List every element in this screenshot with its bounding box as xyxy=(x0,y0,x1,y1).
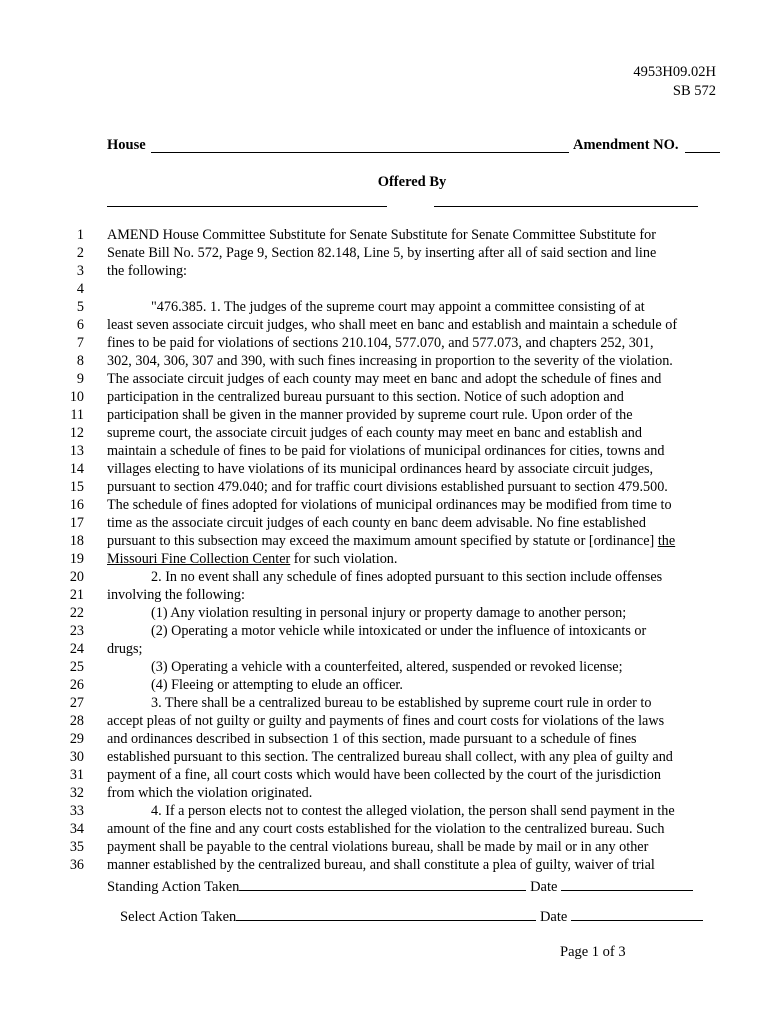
text-line xyxy=(0,604,770,622)
line-number: 30 xyxy=(69,749,84,765)
text-line xyxy=(0,802,770,820)
text-line xyxy=(0,298,770,316)
house-blank xyxy=(151,152,569,153)
underlined-insertion: Missouri Fine Collection Center xyxy=(107,551,291,567)
text-line xyxy=(0,856,770,874)
line-text: supreme court, the associate circuit judges of each county may meet en banc and establish and xyxy=(107,425,642,441)
line-text: the following: xyxy=(107,263,187,279)
text-line xyxy=(0,676,770,694)
line-text: (2) Operating a motor vehicle while intoxicated or under the influence of intoxicants or xyxy=(151,623,647,639)
text-line xyxy=(0,838,770,856)
standing-date-blank xyxy=(561,878,693,891)
text-line xyxy=(0,730,770,748)
text-line xyxy=(0,244,770,262)
text-line xyxy=(0,712,770,730)
line-number: 9 xyxy=(76,371,84,387)
text-line xyxy=(0,496,770,514)
line-number: 36 xyxy=(69,857,84,873)
line-number: 23 xyxy=(69,623,84,639)
text-line xyxy=(0,370,770,388)
line-text-part: for such violation. xyxy=(293,551,398,567)
line-number: 19 xyxy=(69,551,84,567)
text-line xyxy=(0,532,770,550)
text-line xyxy=(0,658,770,676)
line-number: 1 xyxy=(76,227,84,243)
amendment-label: Amendment NO. xyxy=(573,137,679,153)
offered-by-blank-left xyxy=(107,206,387,207)
line-text: manner established by the centralized bureau, and shall constitute a plea of guilty, waiver of trial xyxy=(107,857,655,873)
house-amendment-line xyxy=(107,137,713,157)
line-text: The associate circuit judges of each county may meet en banc and adopt the schedule of fines and xyxy=(107,371,662,387)
line-text: (1) Any violation resulting in personal injury or property damage to another person; xyxy=(151,605,627,621)
text-line xyxy=(0,622,770,640)
text-line xyxy=(0,550,770,568)
line-number: 21 xyxy=(69,587,84,603)
line-number: 25 xyxy=(69,659,84,675)
text-line xyxy=(0,514,770,532)
line-number: 13 xyxy=(69,443,84,459)
line-text: from which the violation originated. xyxy=(107,785,313,801)
line-number: 35 xyxy=(69,839,84,855)
select-action-row xyxy=(120,908,703,926)
line-number: 34 xyxy=(69,821,84,837)
line-text: participation in the centralized bureau pursuant to this section. Notice of such adoption and xyxy=(107,389,624,405)
line-text: payment shall be payable to the central violations bureau, shall be made by mail or in any other xyxy=(107,839,649,855)
house-label: House xyxy=(107,137,146,153)
line-text: pursuant to section 479.040; and for traffic court divisions established pursuant to section 479.500. xyxy=(107,479,668,495)
line-text: participation shall be given in the manner provided by supreme court rule. Upon order of the xyxy=(107,407,633,423)
line-number: 6 xyxy=(76,317,84,333)
line-number: 12 xyxy=(69,425,84,441)
line-number: 11 xyxy=(70,407,84,423)
line-text-part: pursuant to this subsection may exceed the maximum amount specified by statute or [ordinance] xyxy=(107,533,655,549)
line-text: established pursuant to this section. The centralized bureau shall collect, with any plea of guilty and xyxy=(107,749,673,765)
line-text: time as the associate circuit judges of each county en banc deem advisable. No fine established xyxy=(107,515,646,531)
text-line xyxy=(0,766,770,784)
line-text: "476.385. 1. The judges of the supreme court may appoint a committee consisting of at xyxy=(151,299,645,315)
bill-number: SB 572 xyxy=(672,83,716,99)
text-line xyxy=(0,748,770,766)
line-text: 302, 304, 306, 307 and 390, with such fines increasing in proportion to the severity of the violation. xyxy=(107,353,673,369)
standing-action-row xyxy=(107,878,693,896)
select-action-blank xyxy=(236,908,536,921)
page-number: Page 1 of 3 xyxy=(560,944,626,960)
text-line xyxy=(0,442,770,460)
line-text: (3) Operating a vehicle with a counterfeited, altered, suspended or revoked license; xyxy=(151,659,623,675)
line-number: 27 xyxy=(69,695,84,711)
text-line xyxy=(0,784,770,802)
underlined-insertion: the xyxy=(657,533,676,549)
line-text: 4. If a person elects not to contest the alleged violation, the person shall send payment in the xyxy=(151,803,675,819)
line-number: 31 xyxy=(69,767,84,783)
text-line xyxy=(0,226,770,244)
select-date-label: Date xyxy=(539,909,568,925)
line-number: 28 xyxy=(69,713,84,729)
line-number: 26 xyxy=(69,677,84,693)
text-line xyxy=(0,262,770,280)
line-number: 29 xyxy=(69,731,84,747)
line-text: accept pleas of not guilty or guilty and payments of fines and court costs for violations of the laws xyxy=(107,713,665,729)
standing-date-label: Date xyxy=(530,879,558,895)
offered-by-heading: Offered By xyxy=(377,174,447,190)
standing-action-blank xyxy=(239,878,526,891)
line-text: AMEND House Committee Substitute for Senate Substitute for Senate Committee Substitute for xyxy=(107,227,656,243)
line-text: maintain a schedule of fines to be paid for violations of municipal ordinances for cities, towns and xyxy=(107,443,665,459)
text-line xyxy=(0,316,770,334)
line-number: 15 xyxy=(69,479,84,495)
line-number: 24 xyxy=(69,641,84,657)
line-text xyxy=(107,550,397,568)
text-line xyxy=(0,640,770,658)
text-line xyxy=(0,388,770,406)
line-text xyxy=(107,532,675,550)
line-text: villages electing to have violations of its municipal ordinances heard by associate circuit judges, xyxy=(107,461,654,477)
line-number: 16 xyxy=(69,497,84,513)
amendment-text xyxy=(0,226,770,874)
text-line xyxy=(0,334,770,352)
text-line xyxy=(0,694,770,712)
line-text: fines to be paid for violations of sections 210.104, 577.070, and 577.073, and chapters 252, 301, xyxy=(107,335,654,351)
line-text: amount of the fine and any court costs established for the violation to the centralized bureau. Such xyxy=(107,821,665,837)
line-text: Senate Bill No. 572, Page 9, Section 82.148, Line 5, by inserting after all of said section and line xyxy=(107,245,657,261)
select-action-label: Select Action Taken xyxy=(120,909,237,925)
text-line xyxy=(0,280,770,298)
line-number: 5 xyxy=(76,299,84,315)
line-text: least seven associate circuit judges, who shall meet en banc and establish and maintain a schedule of xyxy=(107,317,678,333)
text-line xyxy=(0,424,770,442)
text-line xyxy=(0,460,770,478)
line-number: 7 xyxy=(76,335,84,351)
amendment-number-blank xyxy=(685,152,720,153)
line-number: 3 xyxy=(76,263,84,279)
line-text: 2. In no event shall any schedule of fines adopted pursuant to this section include offenses xyxy=(151,569,663,585)
text-line xyxy=(0,820,770,838)
line-number: 33 xyxy=(69,803,84,819)
line-text: drugs; xyxy=(107,641,143,657)
document-id: 4953H09.02H xyxy=(633,64,716,80)
text-line xyxy=(0,406,770,424)
text-line xyxy=(0,478,770,496)
line-number: 32 xyxy=(69,785,84,801)
text-line xyxy=(0,568,770,586)
text-line xyxy=(0,352,770,370)
line-number: 10 xyxy=(69,389,84,405)
select-date-blank xyxy=(571,908,703,921)
line-number: 14 xyxy=(69,461,84,477)
line-text: The schedule of fines adopted for violations of municipal ordinances may be modified from time to xyxy=(107,497,672,513)
line-number: 8 xyxy=(76,353,84,369)
line-number: 4 xyxy=(76,281,84,297)
text-line xyxy=(0,586,770,604)
line-number: 2 xyxy=(76,245,84,261)
standing-action-label: Standing Action Taken xyxy=(107,879,240,895)
offered-by-blank-right xyxy=(434,206,698,207)
line-text: payment of a fine, all court costs which would have been collected by the court of the jurisdiction xyxy=(107,767,661,783)
line-number: 18 xyxy=(69,533,84,549)
line-text: 3. There shall be a centralized bureau to be established by supreme court rule in order to xyxy=(151,695,652,711)
line-number: 20 xyxy=(69,569,84,585)
line-number: 22 xyxy=(69,605,84,621)
line-text: and ordinances described in subsection 1 of this section, made pursuant to a schedule of fines xyxy=(107,731,637,747)
line-text: (4) Fleeing or attempting to elude an officer. xyxy=(151,677,403,693)
line-number: 17 xyxy=(69,515,84,531)
line-text: involving the following: xyxy=(107,587,245,603)
